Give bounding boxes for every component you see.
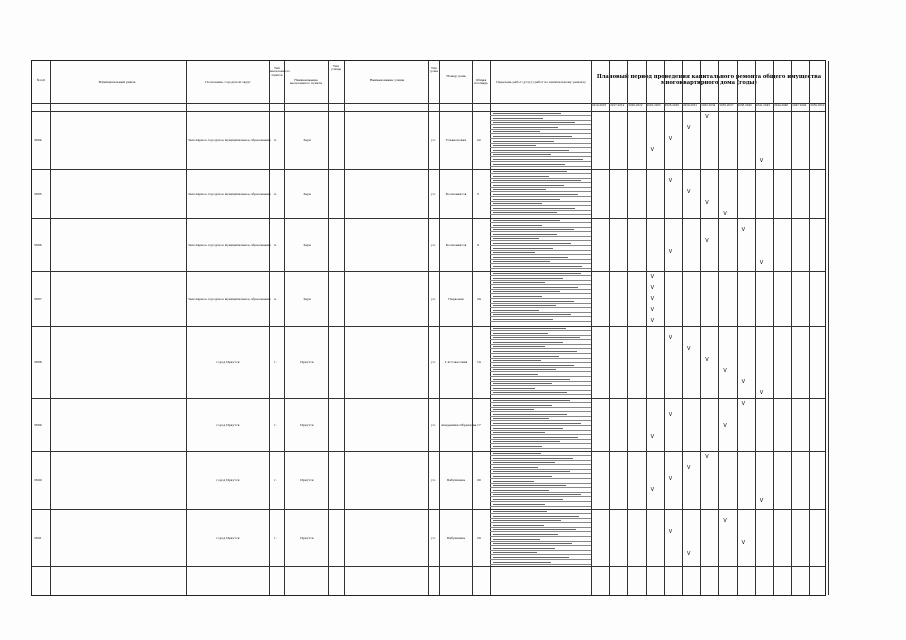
repair-mark: V (668, 177, 673, 184)
header-settlement: Поселение, городской округ (205, 80, 251, 84)
header-num: № п/п (36, 78, 46, 82)
row-settlement: город Иркутск (216, 478, 240, 482)
row-locality: Заря (303, 138, 311, 142)
row-area: 24 (477, 296, 481, 301)
row-settlement: город Иркутск (216, 422, 240, 427)
year-label: 2044-2046 (774, 104, 789, 107)
repair-mark: V (741, 378, 746, 385)
repair-mark: V (650, 147, 655, 153)
repair-mark: V (741, 226, 746, 233)
row-house-type: ул. (431, 296, 436, 301)
row-settlement: Заполярное городское муниципальное образование (188, 242, 271, 247)
year-label: 2017-2019 (610, 104, 625, 107)
header-municipality: Муниципальный район (98, 80, 136, 84)
row-locality: Иркутск (300, 535, 314, 540)
row-locality: Заря (303, 242, 311, 247)
repair-mark: V (687, 188, 691, 195)
row-settlement: Заполярное городское муниципальное образование (188, 296, 271, 301)
header-house-no: Номер дома (446, 74, 466, 78)
row-number: 3687 (34, 296, 42, 301)
row-street: Бабушкина (446, 535, 466, 540)
repair-mark: V (668, 136, 673, 142)
row-house-type: ул. (431, 191, 436, 196)
row-type: г. (274, 422, 277, 427)
row-street: Космонавтов (445, 242, 467, 247)
header-period-title: Плановый период проведения капитального ремонта общего имущества многоквартирного дома (годы) (596, 74, 822, 86)
row-type: г. (274, 360, 277, 364)
row-street: Космонавтов (445, 191, 467, 196)
repair-mark: V (668, 528, 673, 535)
repair-mark: V (650, 274, 655, 280)
repair-mark: V (687, 125, 691, 131)
row-street: Парковая (448, 296, 464, 301)
year-label: 2038-2040 (737, 104, 752, 107)
repair-mark: V (650, 296, 655, 302)
row-settlement: Заполярное городское муниципальное образование (188, 138, 271, 142)
repair-mark: V (705, 356, 709, 363)
repair-mark: V (668, 412, 673, 418)
year-label: 2023-2025 (646, 104, 661, 107)
repair-mark: V (741, 401, 746, 407)
repair-mark: V (759, 498, 764, 504)
row-type: п. (274, 138, 277, 142)
row-house-type: ул. (431, 360, 436, 364)
repair-mark: V (687, 465, 691, 471)
row-number: 3686 (34, 242, 42, 247)
row-area: 9 (477, 242, 479, 247)
year-label: 2014-2016 (592, 104, 607, 107)
row-settlement: город Иркутск (216, 535, 240, 540)
row-area: 17 (477, 422, 481, 427)
header-street: Наименование улицы (369, 78, 405, 82)
year-label: 2041-2043 (755, 104, 770, 107)
year-label: 2020-2022 (628, 104, 643, 107)
repair-mark: V (650, 434, 655, 440)
repair-mark: V (668, 476, 673, 482)
row-area: 29 (477, 535, 481, 540)
row-number: 3691 (34, 535, 42, 540)
year-label: 2035-2037 (719, 104, 734, 107)
row-locality: Заря (303, 296, 311, 301)
repair-mark: V (650, 487, 655, 493)
row-locality: Иркутск (300, 360, 314, 364)
year-label: 2026-2028 (664, 104, 679, 107)
row-house-type: ул. (431, 138, 436, 142)
row-settlement: город Иркутск (216, 360, 240, 364)
row-house-type: ул. (431, 478, 436, 482)
row-number: 3689 (34, 422, 42, 427)
year-label: 2029-2031 (683, 104, 698, 107)
row-locality: Заря (303, 191, 311, 196)
repair-mark: V (741, 539, 746, 546)
row-area: 22 (477, 138, 481, 142)
repair-mark: V (705, 114, 709, 120)
repair-mark: V (687, 345, 691, 352)
repair-schedule-table (31, 60, 826, 596)
row-type: г. (274, 478, 277, 482)
header-street-type: Тип улицы (331, 64, 341, 72)
row-settlement: Заполярное городское муниципальное образование (188, 191, 271, 196)
year-label: 2050-2052 (810, 104, 825, 107)
repair-mark: V (723, 423, 727, 429)
row-number: 3688 (34, 360, 42, 364)
repair-mark: V (723, 210, 727, 217)
header-type: Тип населенного пункта (270, 66, 291, 77)
repair-mark: V (759, 158, 764, 164)
row-area: 5 (477, 191, 479, 196)
row-type: п. (274, 296, 277, 301)
year-label: 2032-2034 (701, 104, 716, 107)
repair-mark: V (705, 237, 709, 244)
row-area: 20 (477, 478, 481, 482)
header-area: Общая площадь (474, 78, 488, 86)
repair-mark: V (705, 454, 709, 460)
repair-mark: V (723, 517, 727, 524)
row-locality: Иркутск (300, 422, 314, 427)
row-street: 1-й Советский (444, 360, 468, 364)
year-label: 2047-2049 (792, 104, 807, 107)
header-works: Перечень работ (услуг) работ по капитальному ремонту (496, 80, 586, 84)
repair-mark: V (668, 334, 673, 341)
row-street: Академика Образцова (441, 422, 477, 427)
repair-mark: V (759, 259, 764, 266)
row-house-type: ул. (431, 535, 436, 540)
repair-mark: V (668, 248, 673, 255)
row-street: Бабушкина (446, 478, 466, 482)
row-type: п. (274, 242, 277, 247)
repair-mark: V (650, 285, 655, 291)
row-area: 14 (477, 360, 481, 364)
row-locality: Иркутск (300, 478, 314, 482)
repair-mark: V (759, 389, 764, 396)
row-house-type: ул. (431, 422, 436, 427)
row-type: г. (274, 535, 277, 540)
row-number: 3690 (34, 478, 42, 482)
row-type: п. (274, 191, 277, 196)
header-locality: Наименование населенного пункта (289, 78, 323, 86)
repair-mark: V (650, 318, 655, 324)
row-house-type: ул. (431, 242, 436, 247)
repair-mark: V (650, 307, 655, 313)
row-number: 3685 (34, 191, 42, 196)
row-street: Ульяновская (445, 138, 467, 142)
header-house-type: Тип дома (430, 66, 438, 74)
row-number: 3684 (34, 138, 42, 142)
repair-mark: V (687, 550, 691, 557)
repair-mark: V (723, 367, 727, 374)
repair-mark: V (705, 199, 709, 206)
